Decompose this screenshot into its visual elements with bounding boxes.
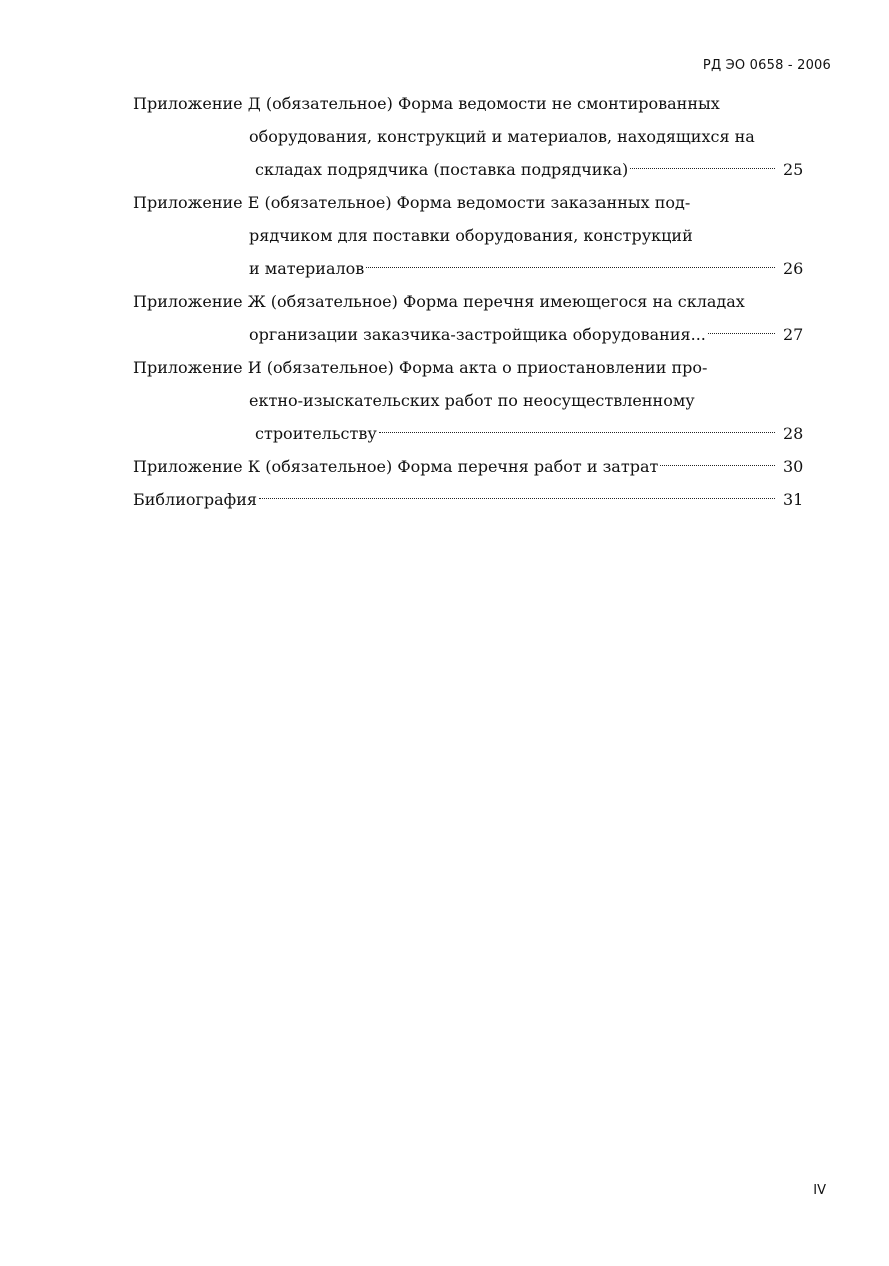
document-code: РД ЭО 0658 - 2006 <box>702 58 831 73</box>
toc-entry-appendix-k[interactable] <box>133 450 803 483</box>
toc-entry-line: Приложение Ж (обязательное) Форма перечня имеющегося на складах <box>133 292 745 311</box>
toc-entry-text: строительству <box>255 424 377 443</box>
dot-leader <box>660 465 775 466</box>
toc-entry-line: Приложение Е (обязательное) Форма ведомости заказанных под- <box>133 193 691 212</box>
toc-entry-text: складах подрядчика (поставка подрядчика) <box>255 160 629 179</box>
toc-page-number: 31 <box>783 490 804 509</box>
dot-leader <box>366 267 775 268</box>
toc-entry-appendix-e[interactable] <box>133 186 803 285</box>
toc-entry-line: Приложение Д (обязательное) Форма ведомости не смонтированных <box>133 94 720 113</box>
sheet-number: IV <box>813 1183 826 1198</box>
dot-leader <box>630 168 775 169</box>
toc-entry-line: оборудования, конструкций и материалов, находящихся на <box>249 127 755 146</box>
toc-entry-text: и материалов <box>249 259 365 278</box>
toc-entry-text: организации заказчика-застройщика оборудования... <box>249 325 706 344</box>
toc-entry-appendix-zh[interactable] <box>133 285 803 351</box>
toc-page-number: 30 <box>783 457 804 476</box>
toc-entry-last-line <box>133 318 803 351</box>
toc-entry-last-line <box>133 483 803 516</box>
toc-entry-line: ектно-изыскательских работ по неосуществленному <box>249 391 695 410</box>
toc-page-number: 25 <box>783 160 804 179</box>
toc-entry-appendix-d[interactable] <box>133 87 803 186</box>
toc-entry-last-line <box>133 153 803 186</box>
toc-entry-last-line <box>133 252 803 285</box>
dot-leader <box>708 333 775 334</box>
toc-entry-line: рядчиком для поставки оборудования, конструкций <box>249 226 693 245</box>
toc-entry-text: Библиография <box>133 490 257 509</box>
toc-entry-text: Приложение К (обязательное) Форма перечня работ и затрат <box>133 457 659 476</box>
toc-entry-line: Приложение И (обязательное) Форма акта о приостановлении про- <box>133 358 708 377</box>
toc-page-number: 26 <box>783 259 804 278</box>
dot-leader <box>259 498 775 499</box>
toc-page-number: 28 <box>783 424 804 443</box>
table-of-contents <box>133 87 803 516</box>
toc-page-number: 27 <box>783 325 804 344</box>
toc-entry-last-line <box>133 417 803 450</box>
toc-entry-appendix-i[interactable] <box>133 351 803 450</box>
toc-entry-bibliography[interactable] <box>133 483 803 516</box>
dot-leader <box>379 432 775 433</box>
toc-entry-last-line <box>133 450 803 483</box>
